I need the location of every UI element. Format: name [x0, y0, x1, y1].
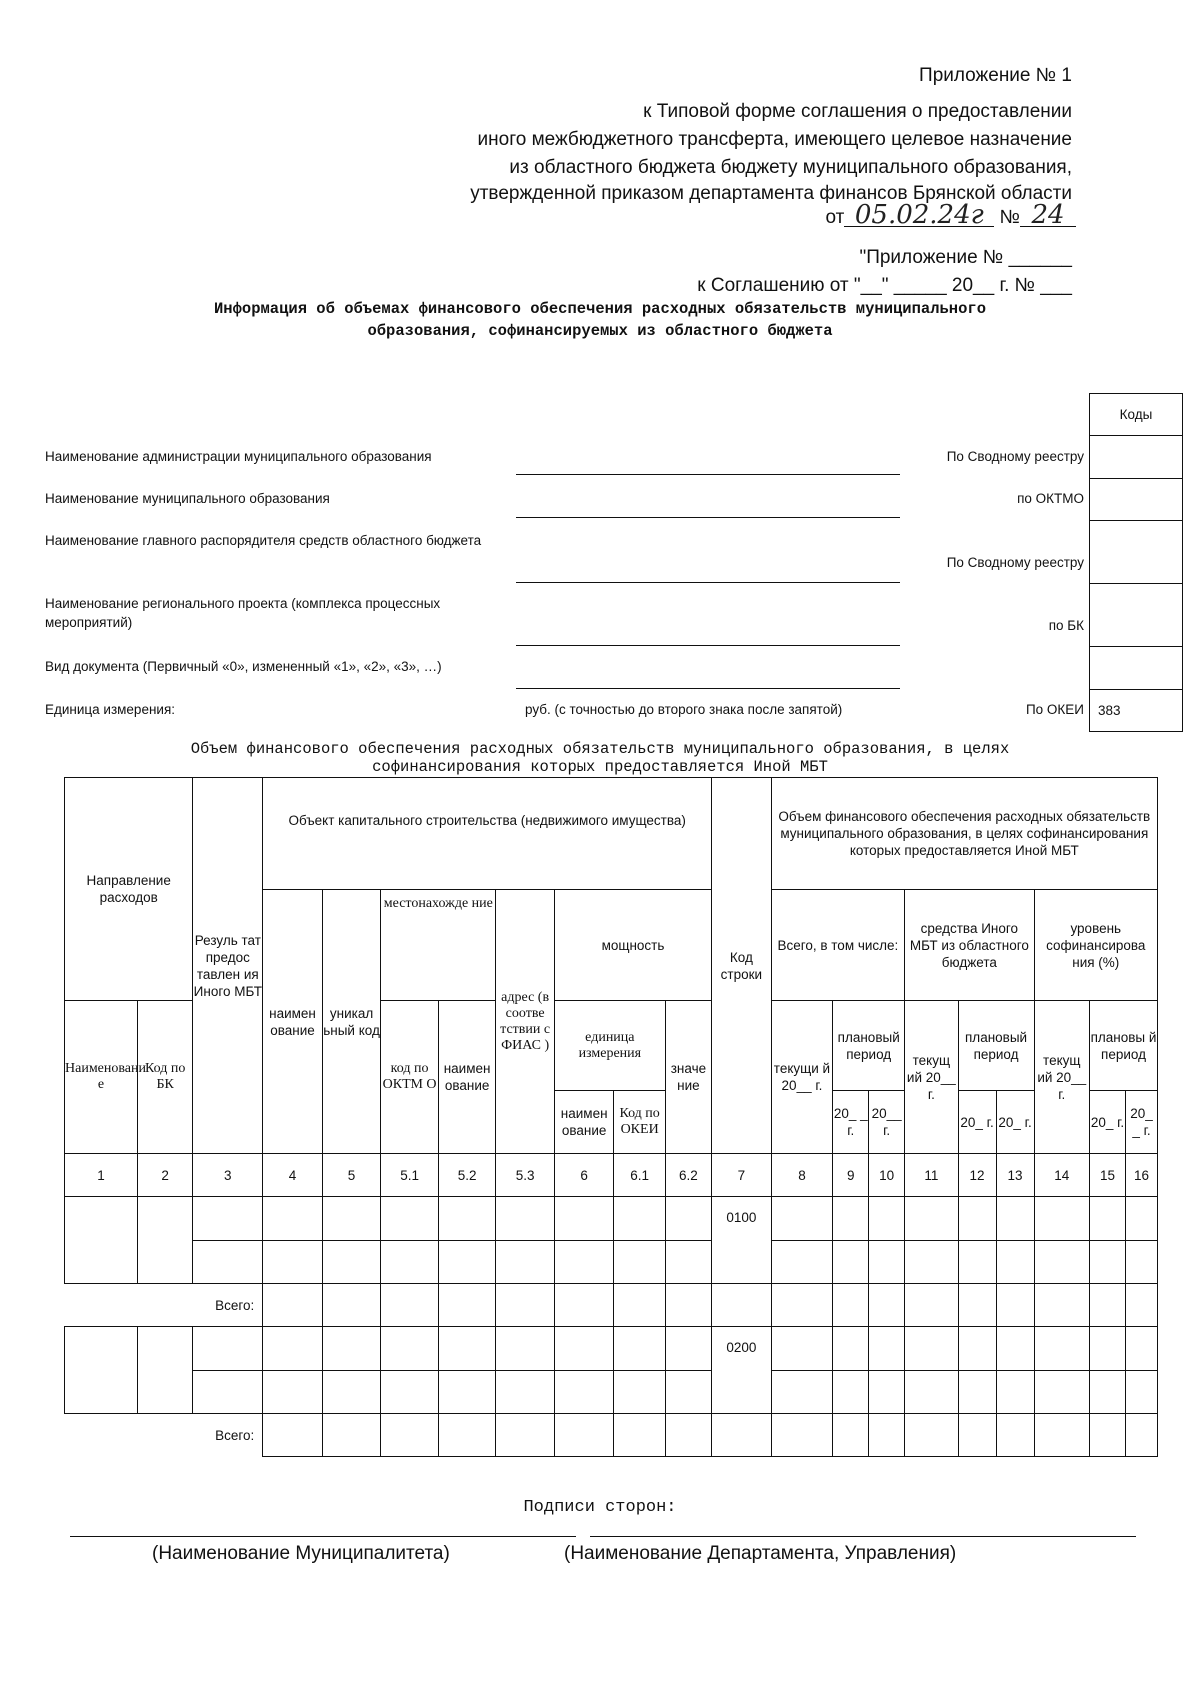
cell[interactable]	[665, 1371, 711, 1414]
cell[interactable]	[263, 1327, 323, 1371]
th-unique: уникал ьный код	[322, 890, 381, 1154]
cell[interactable]	[771, 1327, 833, 1371]
cell[interactable]	[438, 1414, 496, 1457]
cell[interactable]	[665, 1414, 711, 1457]
header-line-5: утвержденной приказом департамента финансов Брянской области	[470, 183, 1072, 204]
th-name: Наименовани е	[65, 1001, 138, 1154]
label-main-manager: Наименование главного распорядителя средств областного бюджета	[45, 533, 482, 548]
section-title: Объем финансового обеспечения расходных обязательств муниципального образования, в целях софинансирования которых предоставляется Иной МБТ	[190, 740, 1010, 776]
col-num: 6	[554, 1154, 614, 1197]
th-volume: Объем финансового обеспечения расходных обязательств муниципального образования, в целях софинансирования которых предоставляется Иной МБТ	[771, 778, 1157, 890]
th-year-12: 20_ г.	[958, 1091, 996, 1154]
cell[interactable]	[614, 1327, 665, 1371]
th-code-bk: Код по БК	[137, 1001, 192, 1154]
total-row	[65, 1414, 1158, 1457]
col-num: 5.2	[438, 1154, 496, 1197]
total-label: Всего:	[215, 1297, 255, 1313]
cell[interactable]	[958, 1327, 996, 1371]
cell[interactable]	[263, 1241, 323, 1284]
codes-header: Коды	[1090, 394, 1183, 436]
col-num: 8	[771, 1154, 833, 1197]
cell[interactable]	[322, 1414, 381, 1457]
col-num: 3	[193, 1154, 263, 1197]
cell[interactable]	[905, 1284, 958, 1327]
th-year-16: 20_ _ г.	[1125, 1091, 1157, 1154]
code-label-svodny-1: По Сводному реестру	[946, 449, 1084, 464]
cell[interactable]	[381, 1371, 439, 1414]
th-year-9: 20_ _ г.	[833, 1091, 869, 1154]
cell[interactable]	[1090, 1327, 1126, 1371]
handwritten-date: 05.02.24г	[844, 204, 994, 227]
cell[interactable]	[137, 1327, 192, 1414]
cell[interactable]	[958, 1414, 996, 1457]
table-row	[65, 1197, 1158, 1241]
cell[interactable]	[614, 1371, 665, 1414]
cell[interactable]	[996, 1371, 1034, 1414]
code-cell-3[interactable]	[1090, 521, 1183, 584]
cell[interactable]	[958, 1371, 996, 1414]
cell[interactable]	[496, 1284, 555, 1327]
th-planned-1: плановый период	[833, 1001, 905, 1091]
cell[interactable]	[771, 1371, 833, 1414]
order-date-number: от 05.02.24г № 24	[825, 204, 1076, 229]
col-num: 9	[833, 1154, 869, 1197]
th-okei: Код по ОКЕИ	[614, 1091, 665, 1154]
cell[interactable]	[381, 1197, 439, 1241]
cell[interactable]	[1034, 1327, 1089, 1371]
col-num: 10	[869, 1154, 905, 1197]
cell[interactable]	[833, 1414, 869, 1457]
th-object: Объект капитального строительства (недвижимого имущества)	[263, 778, 712, 890]
code-cell-4[interactable]	[1090, 584, 1183, 647]
cell[interactable]	[712, 1414, 772, 1457]
cell[interactable]	[193, 1327, 263, 1371]
cell[interactable]	[65, 1327, 138, 1414]
cell[interactable]	[1125, 1371, 1157, 1414]
cell[interactable]	[496, 1241, 555, 1284]
cell[interactable]	[1090, 1284, 1126, 1327]
handwritten-number: 24	[1020, 204, 1076, 227]
cell[interactable]	[771, 1414, 833, 1457]
th-unit: единица измерения	[554, 1001, 665, 1091]
th-loc-name: наимен ование	[438, 1001, 496, 1154]
cell[interactable]	[193, 1241, 263, 1284]
th-obj-name: наимен ование	[263, 890, 323, 1154]
cell[interactable]	[665, 1241, 711, 1284]
cell[interactable]	[1090, 1241, 1126, 1284]
cell[interactable]	[905, 1371, 958, 1414]
cell[interactable]	[905, 1197, 958, 1241]
cell[interactable]	[958, 1284, 996, 1327]
col-num: 4	[263, 1154, 323, 1197]
label-regional-project: Наименование регионального проекта (комплекса процессных мероприятий)	[45, 596, 441, 630]
code-label-oktmo: по ОКТМО	[1017, 491, 1084, 506]
signature-right-caption: (Наименование Департамента, Управления)	[564, 1543, 957, 1564]
cell[interactable]	[438, 1284, 496, 1327]
cell[interactable]	[905, 1414, 958, 1457]
cell[interactable]	[554, 1327, 614, 1371]
table-row	[65, 1371, 1158, 1414]
cell[interactable]	[193, 1371, 263, 1414]
signatures-title: Подписи сторон:	[523, 1498, 677, 1517]
cell[interactable]	[614, 1197, 665, 1241]
code-cell-5[interactable]	[1090, 647, 1183, 690]
cell[interactable]	[263, 1414, 323, 1457]
cell[interactable]	[263, 1371, 323, 1414]
cell[interactable]	[1034, 1414, 1089, 1457]
financing-table	[64, 777, 1158, 1457]
col-num: 13	[996, 1154, 1034, 1197]
th-capacity: мощность	[554, 890, 711, 1001]
col-num: 6.1	[614, 1154, 665, 1197]
row-code-0200: 0200	[712, 1327, 772, 1414]
cell[interactable]	[1034, 1197, 1089, 1241]
header-line-1: Приложение № 1	[919, 65, 1072, 86]
th-address: адрес (в соотве тствии с ФИАС )	[496, 890, 555, 1154]
cell[interactable]	[1034, 1284, 1089, 1327]
cell[interactable]	[869, 1284, 905, 1327]
cell[interactable]	[996, 1327, 1034, 1371]
cell[interactable]	[438, 1371, 496, 1414]
cell[interactable]	[1034, 1371, 1089, 1414]
cell[interactable]	[554, 1371, 614, 1414]
col-num: 1	[65, 1154, 138, 1197]
cell[interactable]	[614, 1284, 665, 1327]
appendix-line-1: "Приложение № ______	[859, 247, 1072, 268]
cell[interactable]	[996, 1284, 1034, 1327]
header-line-4: из областного бюджета бюджету муниципального образования,	[509, 157, 1072, 178]
th-level: уровень софинансирова ния (%)	[1034, 890, 1157, 1001]
cell[interactable]	[833, 1284, 869, 1327]
col-num: 5	[322, 1154, 381, 1197]
col-num: 5.1	[381, 1154, 439, 1197]
cell[interactable]	[1125, 1284, 1157, 1327]
cell[interactable]	[322, 1327, 381, 1371]
cell[interactable]	[1125, 1414, 1157, 1457]
th-total: Всего, в том числе:	[771, 890, 905, 1001]
cell[interactable]	[833, 1327, 869, 1371]
th-direction: Направление расходов	[65, 778, 193, 1001]
appendix-line-2: к Соглашению от "__" _____ 20__ г. № ___	[697, 275, 1072, 296]
cell[interactable]	[869, 1414, 905, 1457]
cell[interactable]	[438, 1327, 496, 1371]
cell[interactable]	[614, 1241, 665, 1284]
cell[interactable]	[496, 1371, 555, 1414]
column-numbers-row	[65, 1154, 1158, 1197]
cell[interactable]	[137, 1197, 192, 1284]
unit-value: руб. (с точностью до второго знака после запятой)	[525, 702, 843, 717]
label-admin: Наименование администрации муниципального образования	[45, 449, 432, 464]
cell[interactable]	[665, 1284, 711, 1327]
cell[interactable]	[381, 1414, 439, 1457]
col-num: 15	[1090, 1154, 1126, 1197]
th-year-13: 20_ г.	[996, 1091, 1034, 1154]
header-line-2: к Типовой форме соглашения о предоставлении	[643, 101, 1072, 122]
document-title: Информация об объемах финансового обеспечения расходных обязательств муниципального образования, софинансируемых из областного бюджета	[213, 300, 987, 340]
table-row	[65, 1241, 1158, 1284]
cell[interactable]	[322, 1197, 381, 1241]
cell[interactable]	[1125, 1241, 1157, 1284]
table-row	[65, 1327, 1158, 1371]
col-num: 7	[712, 1154, 772, 1197]
col-num: 14	[1034, 1154, 1089, 1197]
cell[interactable]	[263, 1197, 323, 1241]
th-result: Резуль тат предос тавлен ия Иного МБТ	[193, 778, 263, 1154]
label-doc-type: Вид документа (Первичный «0», измененный «1», «2», «3», …)	[45, 659, 442, 674]
signature-left-caption: (Наименование Муниципалитета)	[152, 1543, 450, 1564]
cell[interactable]	[554, 1284, 614, 1327]
th-row-code: Код строки	[712, 778, 772, 1154]
cell[interactable]	[869, 1327, 905, 1371]
cell[interactable]	[869, 1241, 905, 1284]
col-num: 5.3	[496, 1154, 555, 1197]
cell[interactable]	[263, 1284, 323, 1327]
codes-box	[1089, 393, 1183, 732]
th-unit-name: наимен ование	[554, 1091, 614, 1154]
cell[interactable]	[438, 1241, 496, 1284]
col-num: 2	[137, 1154, 192, 1197]
cell[interactable]	[833, 1241, 869, 1284]
cell[interactable]	[381, 1284, 439, 1327]
cell[interactable]	[905, 1241, 958, 1284]
cell[interactable]	[869, 1371, 905, 1414]
cell[interactable]	[771, 1284, 833, 1327]
cell[interactable]	[496, 1197, 555, 1241]
col-num: 12	[958, 1154, 996, 1197]
th-year-10: 20__ г.	[869, 1091, 905, 1154]
cell[interactable]	[193, 1197, 263, 1241]
cell[interactable]	[65, 1197, 138, 1284]
cell[interactable]	[712, 1284, 772, 1327]
cell[interactable]	[771, 1241, 833, 1284]
code-label-bk: по БК	[1048, 618, 1084, 633]
cell[interactable]	[771, 1197, 833, 1241]
label-unit: Единица измерения:	[45, 702, 176, 717]
cell[interactable]	[496, 1327, 555, 1371]
cell[interactable]	[322, 1241, 381, 1284]
cell[interactable]	[322, 1371, 381, 1414]
cell[interactable]	[665, 1327, 711, 1371]
cell[interactable]	[996, 1197, 1034, 1241]
cell[interactable]	[614, 1414, 665, 1457]
cell[interactable]	[381, 1241, 439, 1284]
cell[interactable]	[665, 1197, 711, 1241]
cell[interactable]	[905, 1327, 958, 1371]
cell[interactable]	[554, 1241, 614, 1284]
cell[interactable]	[381, 1327, 439, 1371]
cell[interactable]	[438, 1197, 496, 1241]
total-row	[65, 1284, 1158, 1327]
cell[interactable]	[996, 1414, 1034, 1457]
cell[interactable]	[554, 1197, 614, 1241]
code-cell-2[interactable]	[1090, 479, 1183, 521]
label-municipality: Наименование муниципального образования	[45, 491, 330, 506]
total-label: Всего:	[215, 1427, 255, 1443]
th-current-1: текущи й 20__ г.	[771, 1001, 833, 1154]
cell[interactable]	[833, 1197, 869, 1241]
th-current-2: текущ ий 20__ г.	[905, 1001, 958, 1154]
cell[interactable]	[996, 1241, 1034, 1284]
col-num: 16	[1125, 1154, 1157, 1197]
cell[interactable]	[1090, 1414, 1126, 1457]
row-code-0100: 0100	[712, 1197, 772, 1284]
cell[interactable]	[833, 1371, 869, 1414]
cell[interactable]	[1125, 1327, 1157, 1371]
col-num: 11	[905, 1154, 958, 1197]
cell[interactable]	[1034, 1241, 1089, 1284]
col-num: 6.2	[665, 1154, 711, 1197]
code-label-okei: По ОКЕИ	[1025, 702, 1084, 717]
code-cell-okei: 383	[1090, 690, 1183, 732]
th-location: местонахожде ние	[381, 890, 496, 1001]
th-funds: средства Иного МБТ из областного бюджета	[905, 890, 1034, 1001]
th-oktmo: код по ОКТМ О	[381, 1001, 439, 1154]
th-value: значе ние	[665, 1001, 711, 1154]
cell[interactable]	[1090, 1197, 1126, 1241]
th-year-15: 20_ г.	[1090, 1091, 1126, 1154]
cell[interactable]	[496, 1414, 555, 1457]
cell[interactable]	[869, 1197, 905, 1241]
code-cell-1[interactable]	[1090, 436, 1183, 479]
cell[interactable]	[1090, 1371, 1126, 1414]
cell[interactable]	[958, 1241, 996, 1284]
cell[interactable]	[322, 1284, 381, 1327]
code-label-svodny-2: По Сводному реестру	[946, 555, 1084, 570]
th-planned-2: плановый период	[958, 1001, 1034, 1091]
header-line-3: иного межбюджетного трансферта, имеющего целевое назначение	[477, 129, 1072, 150]
th-current-3: текущ ий 20__ г.	[1034, 1001, 1089, 1154]
cell[interactable]	[958, 1197, 996, 1241]
cell[interactable]	[554, 1414, 614, 1457]
th-planned-3: плановы й период	[1090, 1001, 1158, 1091]
cell[interactable]	[1125, 1197, 1157, 1241]
